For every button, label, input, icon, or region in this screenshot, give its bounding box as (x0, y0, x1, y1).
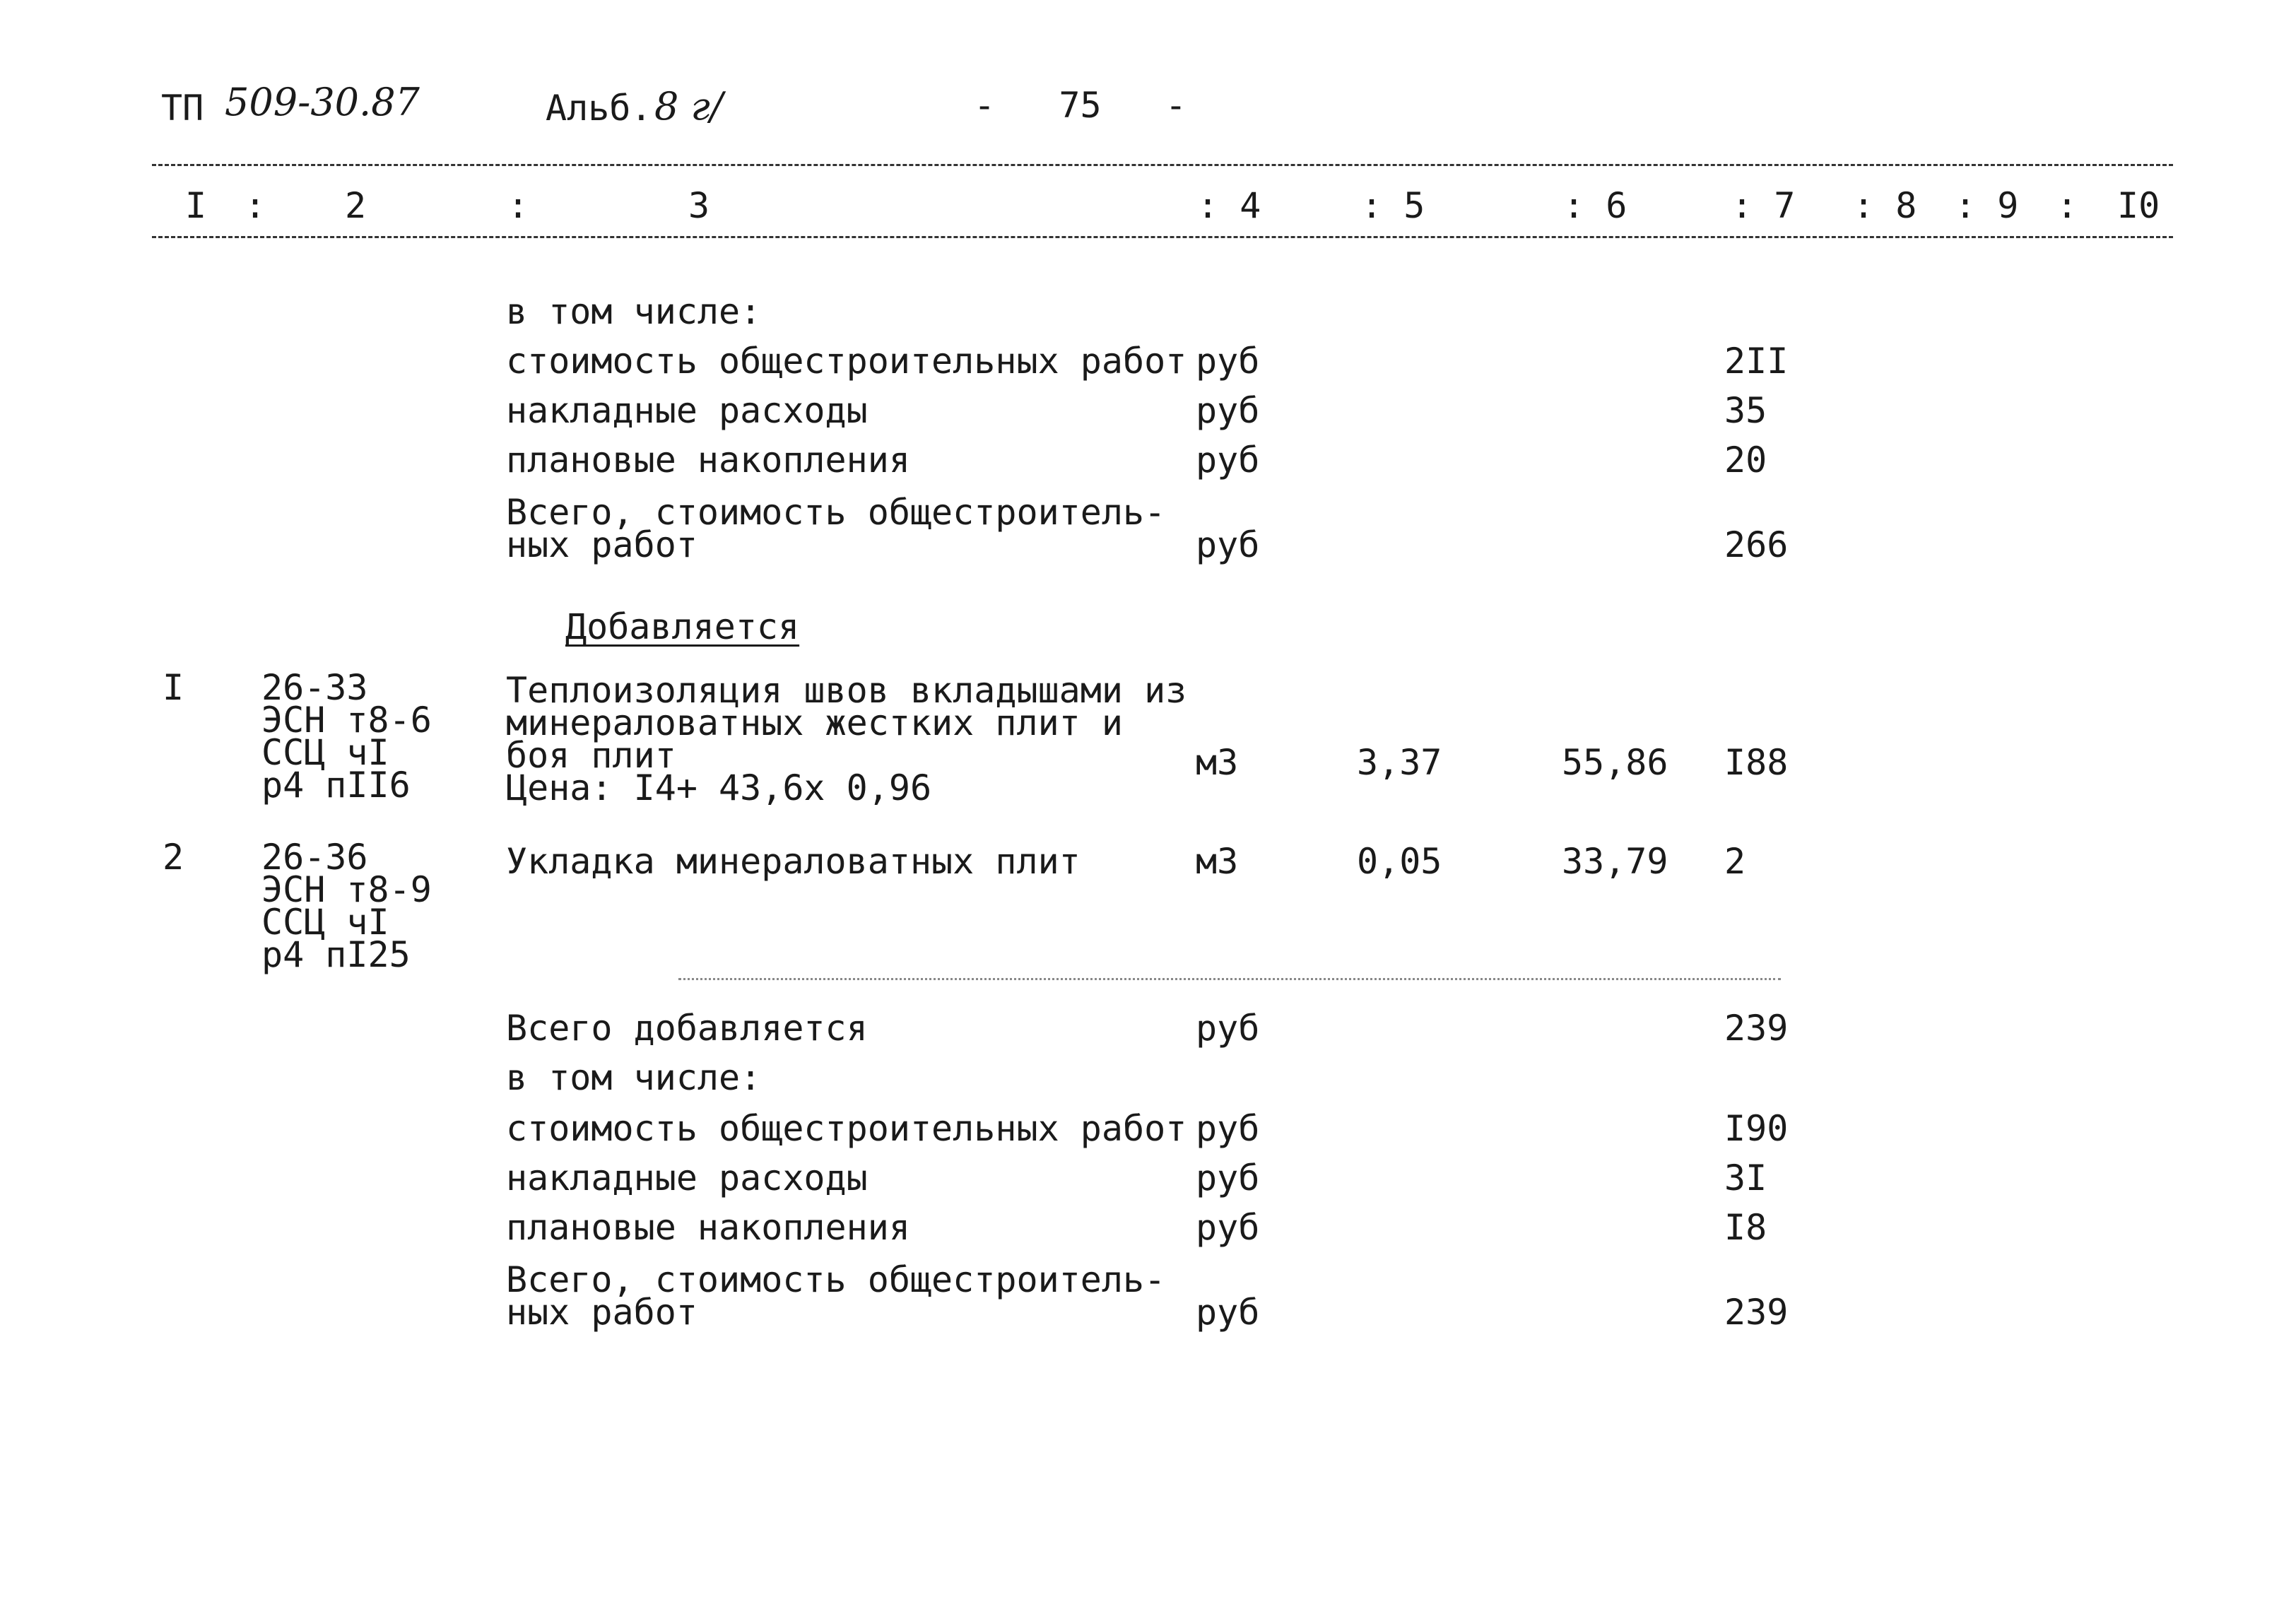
col-10: I0 (2117, 185, 2160, 226)
item-description: Теплоизоляция швов вкладышами из (506, 670, 1187, 711)
item-total: I88 (1724, 742, 1789, 783)
row-unit: руб (1196, 1207, 1260, 1248)
header-top-rule (152, 164, 2173, 166)
total-unit: руб (1196, 524, 1260, 565)
item-description: Укладка минераловатных плит (506, 841, 1081, 882)
row-label: накладные расходы (506, 390, 868, 431)
col-5: : 5 (1361, 185, 1425, 226)
total-value: 266 (1724, 524, 1789, 565)
total-label-line2: ных работ (506, 1292, 697, 1333)
album-label: Альб. (546, 88, 652, 129)
page-number: - 75 - (974, 85, 1187, 126)
col-1: I (185, 185, 207, 226)
col-3: 3 (688, 185, 710, 226)
total-unit: руб (1196, 1292, 1260, 1333)
intro-text: в том числе: (506, 1057, 762, 1098)
col-sep: : (507, 185, 529, 226)
col-4: : 4 (1197, 185, 1261, 226)
item-unit-price: 33,79 (1562, 841, 1668, 882)
item-code: р4 пII6 (261, 765, 411, 806)
item-number: 2 (163, 837, 184, 878)
row-unit: руб (1196, 1108, 1260, 1149)
col-sep: : (245, 185, 266, 226)
item-description: боя плит (506, 735, 676, 776)
item-total: 2 (1724, 841, 1746, 882)
total-label-line2: ных работ (506, 524, 697, 565)
album-number: 8 г/ (654, 84, 724, 129)
item-price-formula: Цена: I4+ 43,6х 0,96 (506, 767, 932, 808)
col-sep: : (2056, 185, 2078, 226)
total-label-line1: Всего, стоимость общестроитель- (506, 1259, 1166, 1300)
doc-code: 509-30.87 (225, 80, 420, 124)
item-number: I (163, 667, 184, 708)
total-label-line1: Всего, стоимость общестроитель- (506, 492, 1166, 533)
row-unit: руб (1196, 341, 1260, 382)
total-value: 239 (1724, 1292, 1789, 1333)
intro-text: в том числе: (506, 291, 762, 332)
row-label: накладные расходы (506, 1158, 868, 1198)
row-unit: руб (1196, 1158, 1260, 1198)
row-label: плановые накопления (506, 440, 910, 481)
item-code: 26-33 (261, 667, 368, 708)
items-divider (678, 978, 1781, 980)
total-added-unit: руб (1196, 1008, 1260, 1049)
doc-prefix: ТП (161, 88, 204, 129)
item-code: р4 пI25 (261, 934, 411, 975)
header-bottom-rule (152, 236, 2173, 238)
item-code: ЭСН т8-6 (261, 700, 432, 741)
row-value: 3I (1724, 1158, 1767, 1198)
col-8: : 8 (1853, 185, 1917, 226)
item-unit-price: 55,86 (1562, 742, 1668, 783)
row-value: 2II (1724, 341, 1789, 382)
col-9: : 9 (1955, 185, 2019, 226)
row-label: стоимость общестроительных работ (506, 1108, 1187, 1149)
item-unit: м3 (1196, 841, 1239, 882)
row-unit: руб (1196, 440, 1260, 481)
row-label: стоимость общестроительных работ (506, 341, 1187, 382)
col-7: : 7 (1731, 185, 1796, 226)
total-added-label: Всего добавляется (506, 1008, 868, 1049)
item-quantity: 0,05 (1357, 841, 1442, 882)
item-code: ЭСН т8-9 (261, 869, 432, 910)
item-code: ССЦ чI (261, 902, 389, 943)
row-value: I90 (1724, 1108, 1789, 1149)
row-value: I8 (1724, 1207, 1767, 1248)
col-2: 2 (345, 185, 367, 226)
col-6: : 6 (1563, 185, 1627, 226)
item-code: 26-36 (261, 837, 368, 878)
item-description: минераловатных жестких плит и (506, 702, 1123, 743)
row-value: 35 (1724, 390, 1767, 431)
item-unit: м3 (1196, 742, 1239, 783)
added-heading: Добавляется (565, 606, 800, 647)
total-added-value: 239 (1724, 1008, 1789, 1049)
row-unit: руб (1196, 390, 1260, 431)
row-label: плановые накопления (506, 1207, 910, 1248)
item-quantity: 3,37 (1357, 742, 1442, 783)
row-value: 20 (1724, 440, 1767, 481)
item-code: ССЦ чI (261, 732, 389, 773)
